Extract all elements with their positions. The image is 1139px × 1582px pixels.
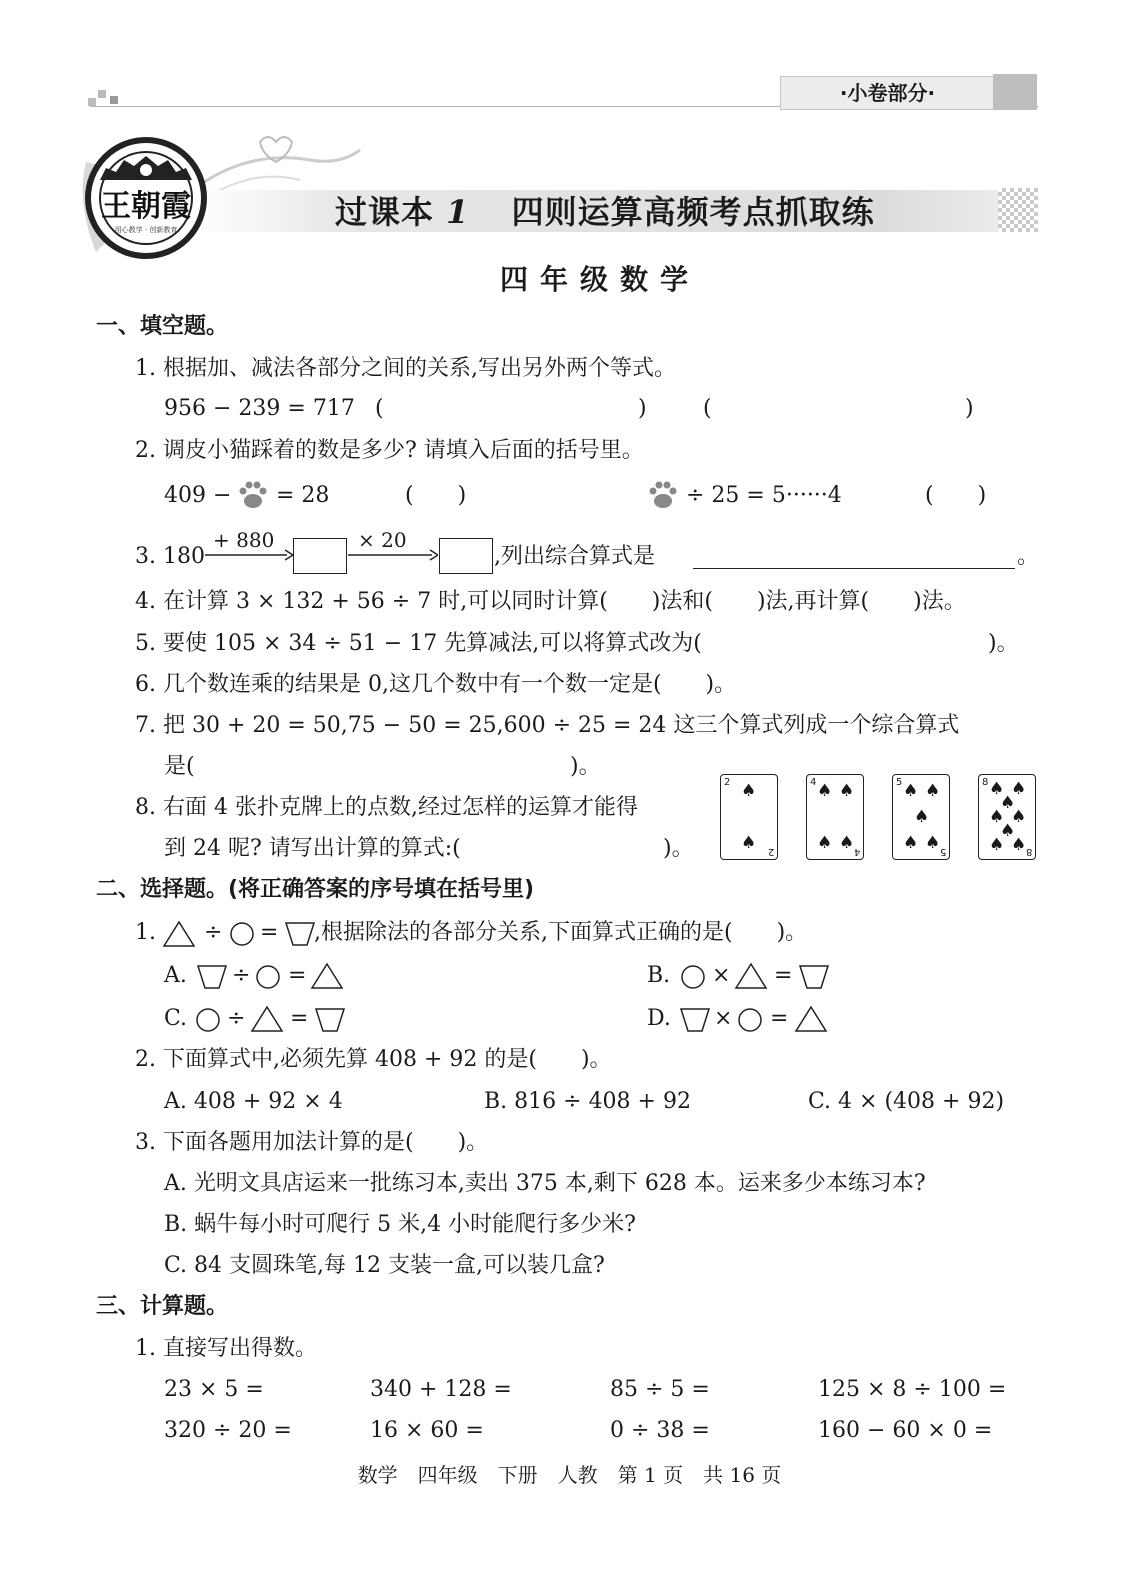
triangle-icon <box>734 962 768 990</box>
card-rank: 8 <box>982 777 989 788</box>
calc-item: 16 × 60 = <box>370 1418 484 1443</box>
q1-2-eq-a-paren: ( ) <box>405 483 467 508</box>
arrow-icon <box>348 548 438 562</box>
q1-2-eq-b-right: ÷ 25 = 5······4 <box>686 483 842 508</box>
triangle-icon <box>310 962 344 990</box>
calc-item: 23 × 5 = <box>164 1377 264 1402</box>
page-title <box>335 190 875 234</box>
q1-8-line2-end: )。 <box>663 836 694 861</box>
title-main: 四则运算高频考点抓取练 <box>511 193 875 231</box>
playing-card-4-spades <box>806 774 864 860</box>
answer-box[interactable] <box>439 538 493 574</box>
option-eq: = <box>290 1006 309 1031</box>
triangle-icon <box>250 1005 284 1033</box>
q1-1-text: 1. 根据加、减法各部分之间的关系,写出另外两个等式。 <box>135 356 676 381</box>
spade-icon: ♠ <box>1011 835 1027 855</box>
q1-2-eq-a-left: 409 − <box>164 483 232 508</box>
trapezoid-icon <box>314 1006 346 1034</box>
q3-1-text: 1. 直接写出得数。 <box>135 1336 317 1361</box>
trapezoid-icon <box>284 920 316 948</box>
q1-6-text: 6. 几个数连乘的结果是 0,这几个数中有一个数一定是( )。 <box>135 672 737 697</box>
q1-7-line2: 是( <box>164 754 195 779</box>
spade-icon: ♠ <box>817 833 833 853</box>
spade-icon: ♠ <box>1011 779 1027 799</box>
spade-icon: ♠ <box>1000 793 1016 813</box>
cat-paw-icon <box>235 476 271 512</box>
page-footer: 数学 四年级 下册 人教 第 1 页 共 16 页 <box>357 1463 782 1487</box>
title-prefix: 过课本 <box>335 193 435 231</box>
q1-7-line1: 7. 把 30 + 20 = 50,75 − 50 = 25,600 ÷ 25 = 24 这三个算式列成一个综合算式 <box>135 713 960 738</box>
spade-icon: ♠ <box>839 781 855 801</box>
option-times: × <box>712 963 731 988</box>
q1-4-text: 4. 在计算 3 × 132 + 56 ÷ 7 时,可以同时计算( )法和( )法,再计算( )法。 <box>135 589 966 614</box>
calc-item: 340 + 128 = <box>370 1377 512 1402</box>
circle-icon <box>736 1006 764 1034</box>
page-subtitle: 四年级数学 <box>500 263 701 296</box>
q1-5-text: 5. 要使 105 × 34 ÷ 51 − 17 先算减法,可以将算式改为( <box>135 631 702 656</box>
trapezoid-icon <box>798 963 830 991</box>
q1-3-tail: ,列出综合算式是 <box>494 544 655 569</box>
spade-icon: ♠ <box>914 807 930 827</box>
q2-1-option-d-label: D. <box>647 1006 671 1031</box>
q1-7-line2-end: )。 <box>570 754 601 779</box>
q1-1-paren-b-open: ( <box>703 396 712 421</box>
spade-icon: ♠ <box>741 833 757 853</box>
q1-3-op2: × 20 <box>358 528 407 552</box>
card-rank: 4 <box>853 846 860 857</box>
calc-item: 0 ÷ 38 = <box>610 1418 710 1443</box>
calc-item: 320 ÷ 20 = <box>164 1418 292 1443</box>
spade-icon: ♠ <box>903 833 919 853</box>
calc-item: 160 − 60 × 0 = <box>818 1418 993 1443</box>
option-div: ÷ <box>227 1006 246 1031</box>
q1-1-paren-a-open: ( <box>375 396 384 421</box>
spade-icon: ♠ <box>989 807 1005 827</box>
title-checker <box>998 188 1038 232</box>
q1-8-line1: 8. 右面 4 张扑克牌上的点数,经过怎样的运算才能得 <box>135 795 638 820</box>
trapezoid-icon <box>196 963 228 991</box>
q1-2-eq-b-paren: ( ) <box>925 483 987 508</box>
arrow-icon <box>205 548 293 562</box>
spade-icon: ♠ <box>989 779 1005 799</box>
answer-box[interactable] <box>293 538 347 574</box>
title-number: 1 <box>446 193 470 231</box>
triangle-icon <box>162 920 196 948</box>
part1-heading: 一、填空题。 <box>96 314 229 339</box>
option-eq: = <box>288 963 307 988</box>
playing-card-8-spades <box>978 774 1036 860</box>
circle-icon <box>228 920 256 948</box>
q2-3-option-b: B. 蜗牛每小时可爬行 5 米,4 小时能爬行多少米? <box>164 1212 636 1237</box>
card-rank: 5 <box>896 777 903 788</box>
circle-icon <box>679 963 707 991</box>
part2-heading: 二、选择题。(将正确答案的序号填在括号里) <box>96 877 535 902</box>
q2-1-eq: = <box>260 920 279 945</box>
q2-1-option-c-label: C. <box>164 1006 188 1031</box>
triangle-icon <box>794 1005 828 1033</box>
q1-3-start: 3. 180 <box>135 544 205 569</box>
spade-icon: ♠ <box>1000 821 1016 841</box>
q2-1-option-a-label: A. <box>164 963 187 988</box>
option-eq: = <box>774 963 793 988</box>
playing-card-5-spades <box>892 774 950 860</box>
card-rank: 5 <box>939 846 946 857</box>
cat-paw-icon <box>645 476 681 512</box>
q2-1-num: 1. <box>135 920 156 945</box>
q1-3-op1: + 880 <box>213 528 275 552</box>
option-eq: = <box>770 1006 789 1031</box>
q2-2-option-c: C. 4 × (408 + 92) <box>808 1089 1005 1114</box>
spade-icon: ♠ <box>817 781 833 801</box>
q2-1-text: ,根据除法的各部分关系,下面算式正确的是( )。 <box>314 920 808 945</box>
spade-icon: ♠ <box>925 781 941 801</box>
spade-icon: ♠ <box>903 781 919 801</box>
q2-2-option-b: B. 816 ÷ 408 + 92 <box>484 1089 691 1114</box>
spade-icon: ♠ <box>989 835 1005 855</box>
q1-1-equation: 956 − 239 = 717 <box>164 396 355 421</box>
calc-item: 85 ÷ 5 = <box>610 1377 710 1402</box>
spade-icon: ♠ <box>1011 807 1027 827</box>
card-rank: 4 <box>810 777 817 788</box>
spade-icon: ♠ <box>925 833 941 853</box>
part3-heading: 三、计算题。 <box>96 1294 229 1319</box>
circle-icon <box>254 963 282 991</box>
option-div: ÷ <box>232 963 251 988</box>
svg-text:王朝霞: 王朝霞 <box>101 189 191 224</box>
q2-2-option-a: A. 408 + 92 × 4 <box>164 1089 343 1114</box>
brand-logo-icon <box>76 122 216 262</box>
q1-1-paren-b-close: ) <box>965 396 974 421</box>
q1-2-eq-a-right: = 28 <box>276 483 330 508</box>
q1-5-end: )。 <box>988 631 1019 656</box>
q1-2-text: 2. 调皮小猫踩着的数是多少? 请填入后面的括号里。 <box>135 438 644 463</box>
card-rank: 2 <box>724 777 731 788</box>
section-tag-cap <box>993 74 1037 110</box>
spade-icon: ♠ <box>741 781 757 801</box>
card-rank: 8 <box>1025 846 1032 857</box>
q2-1-option-b-label: B. <box>647 963 671 988</box>
answer-line[interactable] <box>693 568 1015 569</box>
q2-2-text: 2. 下面算式中,必须先算 408 + 92 的是( )。 <box>135 1047 612 1072</box>
trapezoid-icon <box>679 1006 711 1034</box>
q2-3-text: 3. 下面各题用加法计算的是( )。 <box>135 1130 489 1155</box>
svg-text:用心教学 · 创新教育: 用心教学 · 创新教育 <box>114 226 178 234</box>
q1-1-paren-a-close: ) <box>638 396 647 421</box>
q2-1-div: ÷ <box>204 920 223 945</box>
q2-3-option-c: C. 84 支圆珠笔,每 12 支装一盒,可以装几盒? <box>164 1253 605 1278</box>
circle-icon <box>194 1006 222 1034</box>
calc-item: 125 × 8 ÷ 100 = <box>818 1377 1007 1402</box>
section-tag: ·小卷部分· <box>780 76 995 110</box>
playing-card-2-spades <box>720 774 778 860</box>
q2-3-option-a: A. 光明文具店运来一批练习本,卖出 375 本,剩下 628 本。运来多少本练习本? <box>164 1171 926 1196</box>
q1-8-line2: 到 24 呢? 请写出计算的算式:( <box>164 836 461 861</box>
q1-3-end: 。 <box>1017 544 1040 569</box>
spade-icon: ♠ <box>839 833 855 853</box>
card-rank: 2 <box>767 846 774 857</box>
option-times: × <box>714 1006 733 1031</box>
